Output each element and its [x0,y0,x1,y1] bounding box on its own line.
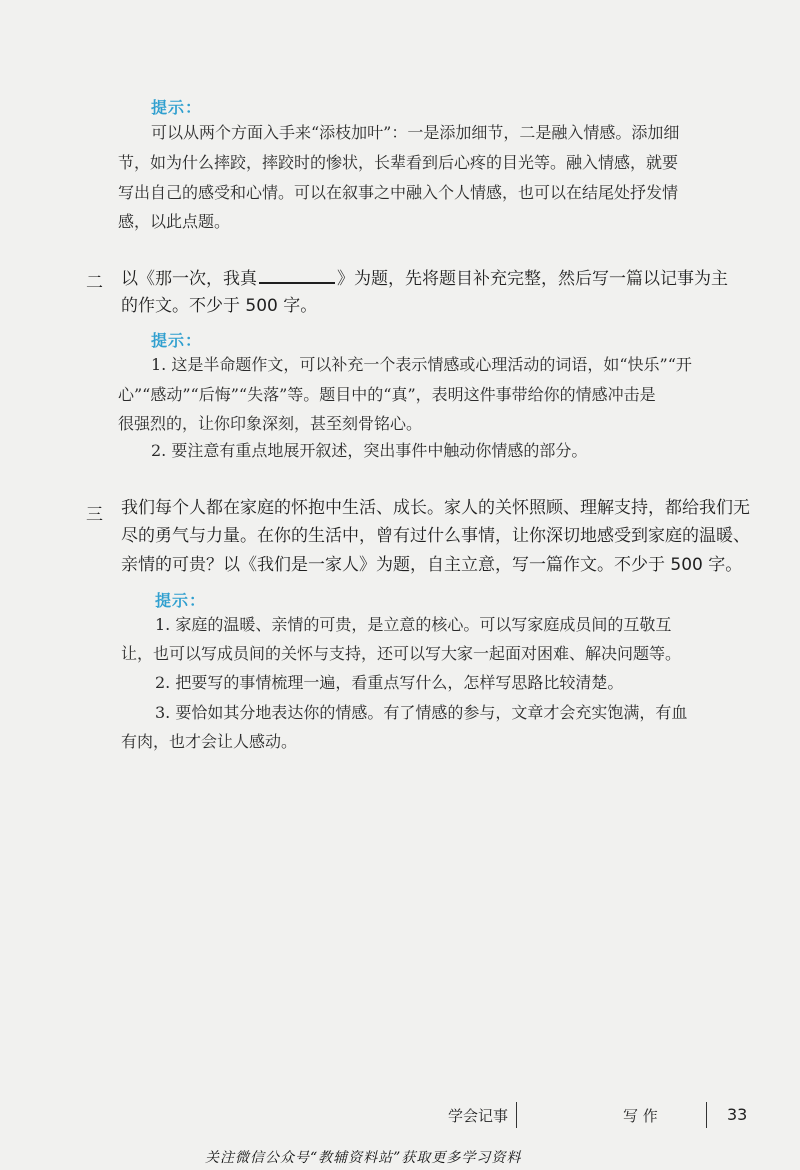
hint-line: 1. 这是半命题作文，可以补充一个表示情感或心理活动的词语，如“快乐”“开 [151,355,692,374]
question-number: 三 [86,505,103,525]
question-text-part: 》为题，先将题目补充完整，然后写一篇以记事为主 [337,269,728,289]
tip-label: 提示： [151,98,203,117]
hint-line: 2. 把要写的事情梳理一遍，看重点写什么，怎样写思路比较清楚。 [155,673,624,692]
hint-line: 3. 要恰如其分地表达你的情感。有了情感的参与，文章才会充实饱满，有血 [155,703,688,722]
question-text: 我们每个人都在家庭的怀抱中生活、成长。家人的关怀照顾、理解支持，都给我们无 [121,498,750,518]
footer-divider [516,1102,517,1128]
footer-divider [706,1102,707,1128]
question-text [121,268,728,288]
hint-line: 感，以此点题。 [118,212,231,231]
question-text: 尽的勇气与力量。在你的生活中，曾有过什么事情，让你深切地感受到家庭的温暖、 [121,526,750,546]
question-text: 的作文。不少于 500 字。 [121,296,318,316]
question-text-part: 以《那一次，我真 [121,269,257,289]
page-number: 33 [727,1105,748,1124]
footer-section-title: 写 作 [623,1107,658,1125]
hint-line: 让，也可以写成员间的关怀与支持，还可以写大家一起面对困难、解决问题等。 [121,644,682,663]
fill-in-blank [259,268,335,284]
hint-line: 1. 家庭的温暖、亲情的可贵，是立意的核心。可以写家庭成员间的互敬互 [155,615,672,634]
hint-line: 节，如为什么摔跤，摔跤时的惨状，长辈看到后心疼的目光等。融入情感，就要 [118,153,679,172]
question-text: 亲情的可贵？以《我们是一家人》为题，自主立意，写一篇作文。不少于 500 字。 [121,555,743,575]
hint-line: 很强烈的，让你印象深刻，甚至刻骨铭心。 [118,414,423,433]
footer-unit-title: 学会记事 [448,1107,509,1125]
hint-line: 写出自己的感受和心情。可以在叙事之中融入个人情感，也可以在结尾处抒发情 [118,183,679,202]
tip-label: 提示： [155,591,207,610]
hint-line: 可以从两个方面入手来“添枝加叶”：一是添加细节，二是融入情感。添加细 [151,123,680,142]
tip-label: 提示： [151,331,203,350]
question-number: 二 [86,273,103,293]
hint-line: 2. 要注意有重点地展开叙述，突出事件中触动你情感的部分。 [151,441,588,460]
hint-line: 心”“感动”“后悔”“失落”等。题目中的“真”，表明这件事带给你的情感冲击是 [118,385,656,404]
watermark-text: 关注微信公众号“教辅资料站”获取更多学习资料 [205,1150,522,1166]
hint-line: 有肉，也才会让人感动。 [121,732,298,751]
